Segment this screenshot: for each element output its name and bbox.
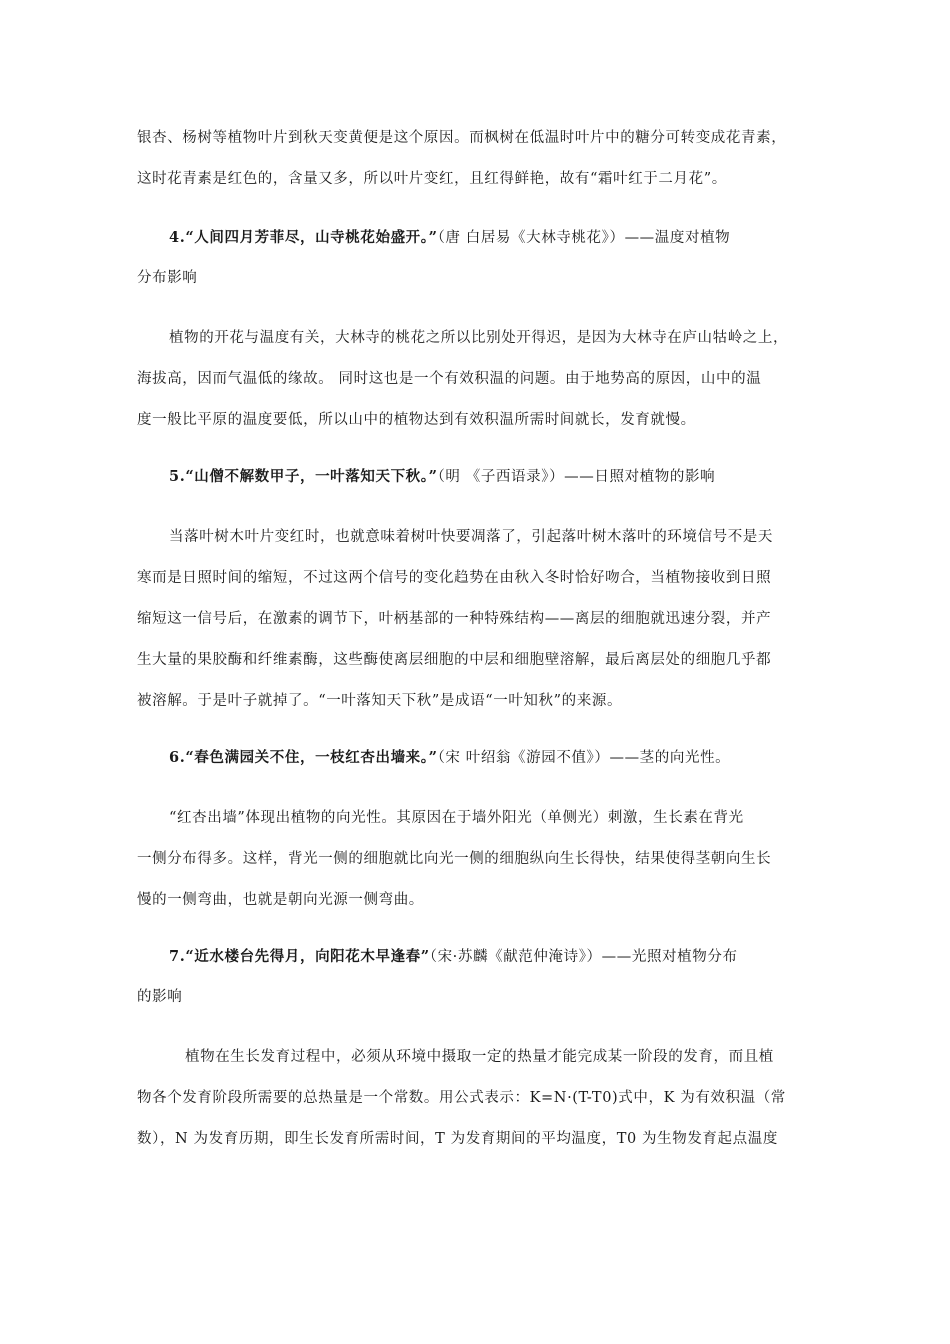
body-line: 一侧分布得多。这样，背光一侧的细胞就比向光一侧的细胞纵向生长得快，结果使得茎朝向生长 — [137, 851, 772, 867]
body-line: 生大量的果胶酶和纤维素酶，这些酶使离层细胞的中层和细胞壁溶解，最后离层处的细胞几乎都 — [137, 652, 772, 668]
section-heading-7-cont: 的影响 — [137, 989, 183, 1005]
poem-quote: “春色满园关不住，一枝红杏出墙来。” — [185, 749, 438, 766]
poem-quote: “近水楼台先得月，向阳花木早逢春” — [185, 948, 430, 965]
body-line: “红杏出墙”体现出植物的向光性。其原因在于墙外阳光（单侧光）刺激，生长素在背光 — [169, 810, 744, 826]
section-number: 6. — [169, 749, 186, 766]
poem-source: （宋·苏麟《献范仲淹诗》）——光照对植物分布 — [429, 949, 738, 965]
section-heading-4 — [169, 228, 730, 248]
poem-quote: “山僧不解数甲子，一叶落知天下秋。” — [185, 468, 438, 485]
section-heading-6 — [169, 748, 730, 768]
body-line: 这时花青素是红色的，含量又多，所以叶片变红，且红得鲜艳，故有“霜叶红于二月花”。 — [137, 171, 727, 187]
poem-quote: “人间四月芳菲尽，山寺桃花始盛开。” — [185, 229, 438, 246]
section-number: 5. — [169, 468, 186, 485]
body-line: 缩短这一信号后，在激素的调节下，叶柄基部的一种特殊结构——离层的细胞就迅速分裂，并产 — [137, 611, 772, 627]
body-line: 植物在生长发育过程中，必须从环境中摄取一定的热量才能完成某一阶段的发育，而且植 — [185, 1049, 774, 1065]
body-line: 寒而是日照时间的缩短，不过这两个信号的变化趋势在由秋入冬时恰好吻合，当植物接收到日照 — [137, 570, 772, 586]
poem-source: （宋 叶绍翁《游园不值》）——茎的向光性。 — [437, 750, 731, 766]
section-heading-7 — [169, 947, 738, 967]
body-line: 数），N 为发育历期，即生长发育所需时间，T 为发育期间的平均温度，T0 为生物发育起点温度 — [137, 1131, 778, 1147]
body-line: 当落叶树木叶片变红时，也就意味着树叶快要凋落了，引起落叶树木落叶的环境信号不是天 — [169, 529, 773, 545]
body-line: 植物的开花与温度有关，大林寺的桃花之所以比别处开得迟，是因为大林寺在庐山牯岭之上， — [169, 330, 789, 346]
section-heading-5 — [169, 467, 715, 487]
body-line: 度一般比平原的温度要低，所以山中的植物达到有效积温所需时间就长，发育就慢。 — [137, 412, 696, 428]
section-number: 4. — [169, 229, 186, 246]
poem-source: （唐 白居易《大林寺桃花》）——温度对植物 — [437, 230, 731, 246]
body-line: 被溶解。于是叶子就掉了。“一叶落知天下秋”是成语“一叶知秋”的来源。 — [137, 693, 623, 709]
body-line: 慢的一侧弯曲，也就是朝向光源一侧弯曲。 — [137, 892, 424, 908]
poem-source: （明 《子西语录》）——日照对植物的影响 — [437, 469, 716, 485]
body-line: 海拔高，因而气温低的缘故。 同时这也是一个有效积温的问题。由于地势高的原因，山中的温 — [137, 371, 762, 387]
body-line: 物各个发育阶段所需要的总热量是一个常数。用公式表示：K=N·(T-T0)式中，K 为有效积温（常 — [137, 1090, 786, 1106]
body-line: 银杏、杨树等植物叶片到秋天变黄便是这个原因。而枫树在低温时叶片中的糖分可转变成花青素， — [137, 130, 787, 146]
section-heading-4-cont: 分布影响 — [137, 270, 198, 286]
section-number: 7. — [169, 948, 186, 965]
